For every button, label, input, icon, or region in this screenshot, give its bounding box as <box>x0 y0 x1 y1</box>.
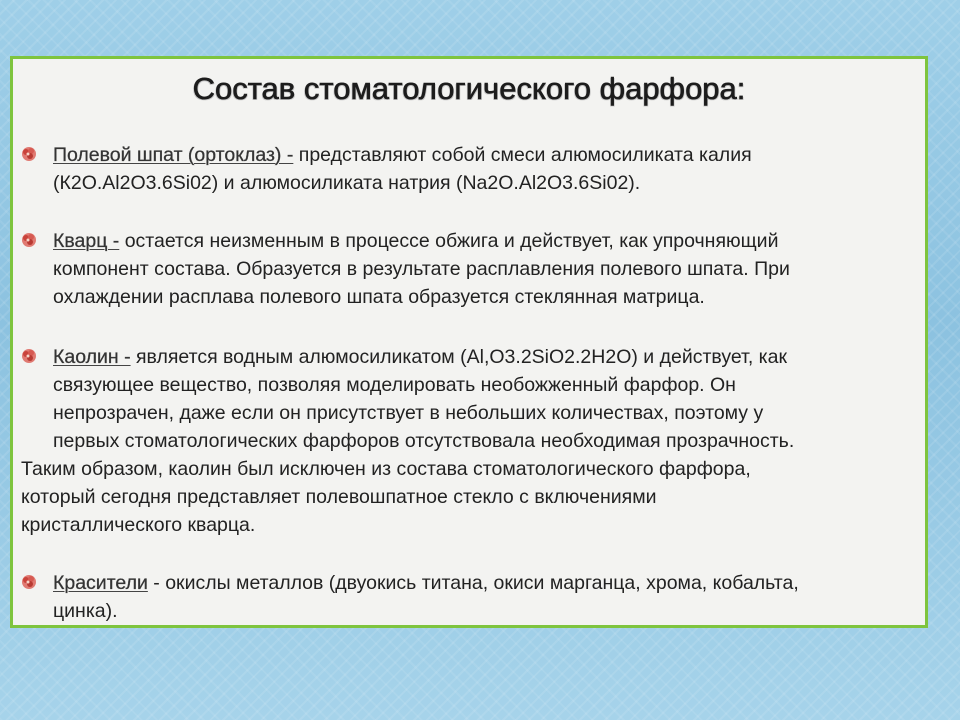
conclusion-line: кристаллического кварца. <box>21 514 256 536</box>
flower-bullet-icon <box>21 348 37 364</box>
content-panel <box>10 56 928 628</box>
item-line: связующее вещество, позволяя моделировать необожженный фарфор. Он <box>53 374 736 396</box>
flower-bullet-icon <box>21 232 37 248</box>
conclusion-paragraph <box>21 455 911 539</box>
term-label: Кварц - <box>53 230 120 252</box>
item-line: цинка). <box>53 600 118 622</box>
item-text: представляют собой смеси алюмосиликата калия <box>293 144 752 166</box>
item-text: - окислы металлов (двуокись титана, окиси марганца, хрома, кобальта, <box>147 572 799 594</box>
list-item <box>13 343 911 455</box>
item-text: остается неизменным в процессе обжига и действует, как упрочняющий <box>119 230 779 252</box>
slide-title: Состав стоматологического фарфора: <box>192 71 746 106</box>
term-label: Каолин - <box>53 346 131 368</box>
conclusion-line: который сегодня представляет полевошпатное стекло с включениями <box>21 486 657 508</box>
item-text: является водным алюмосиликатом (Al,O3.2SiO2.2H2O) и действует, как <box>130 346 787 368</box>
flower-bullet-icon <box>21 574 37 590</box>
item-line: первых стоматологических фарфоров отсутствовала необходимая прозрачность. <box>53 430 795 452</box>
flower-bullet-icon <box>21 146 37 162</box>
list-item <box>13 141 911 197</box>
item-line: непрозрачен, даже если он присутствует в небольших количествах, поэтому у <box>53 402 764 424</box>
list-item <box>13 569 911 625</box>
list-item <box>13 227 911 311</box>
item-line: охлаждении расплава полевого шпата образуется стеклянная матрица. <box>53 286 705 308</box>
conclusion-line: Таким образом, каолин был исключен из состава стоматологического фарфора, <box>21 458 751 480</box>
item-line: компонент состава. Образуется в результате расплавления полевого шпата. При <box>53 258 790 280</box>
item-line: (К2О.Al2O3.6Si02) и алюмосиликата натрия (Na2O.Al2O3.6Si02). <box>53 172 641 194</box>
term-label: Полевой шпат (ортоклаз) - <box>53 144 294 166</box>
term-label: Красители <box>53 572 148 594</box>
